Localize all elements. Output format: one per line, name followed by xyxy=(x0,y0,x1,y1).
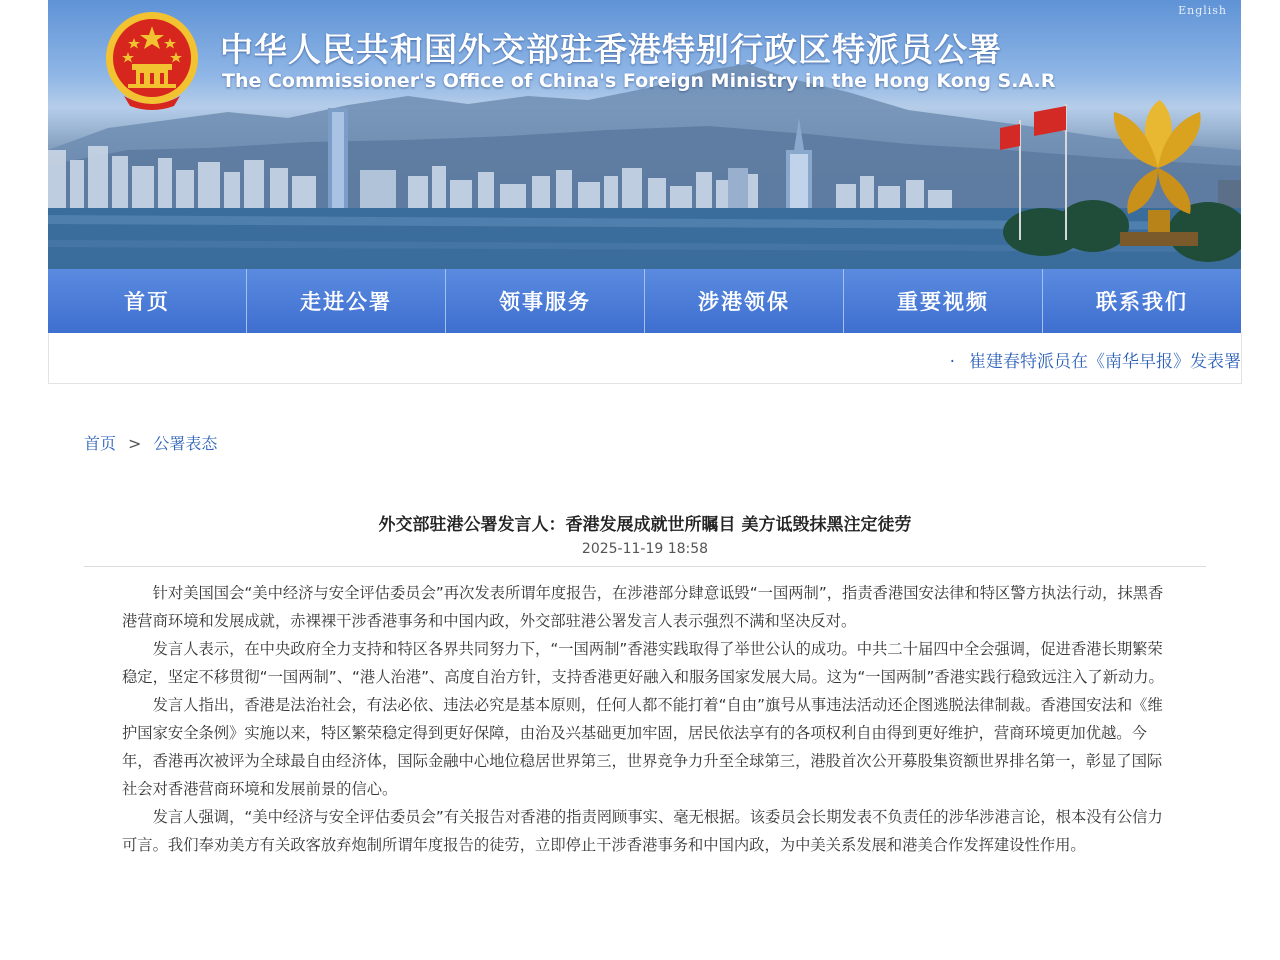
national-emblem-icon xyxy=(104,8,200,112)
nav-item-consular[interactable]: 领事服务 xyxy=(446,269,645,333)
header-banner xyxy=(48,0,1241,269)
article-paragraph: 针对美国国会“美中经济与安全评估委员会”再次发表所谓年度报告，在涉港部分肆意诋毁“一国两制”，指责香港国安法律和特区警方执法行动，抹黑香港营商环境和发展成就，赤裸裸干涉香港事务和中国内政，外交部驻港公署发言人表示强烈不满和坚决反对。 xyxy=(122,584,1164,630)
nav-item-videos[interactable]: 重要视频 xyxy=(844,269,1043,333)
nav-item-about[interactable]: 走进公署 xyxy=(247,269,446,333)
article-paragraph: 发言人指出，香港是法治社会，有法必依、违法必究是基本原则，任何人都不能打着“自由”旗号从事违法活动还企图逃脱法律制裁。香港国安法和《维护国家安全条例》实施以来，特区繁荣稳定得到更好保障，由治及兴基础更加牢固，居民依法享有的各项权利自由得到更好维护，营商环境更加优越。今年，香港再次被评为全球最自由经济体，国际金融中心地位稳居世界第三，世界竞争力升至全球第三，港股首次公开募股集资额世界排名第一，彰显了国际社会对香港营商环境和发展前景的信心。 xyxy=(122,696,1163,798)
nav-item-contact[interactable]: 联系我们 xyxy=(1096,290,1188,314)
breadcrumb-separator: > xyxy=(128,434,142,453)
article-body xyxy=(122,579,1170,859)
article-paragraph: 发言人表示，在中央政府全力支持和特区各界共同努力下，“一国两制”香港实践取得了举世公认的成功。中共二十届四中全会强调，促进香港长期繁荣稳定，坚定不移贯彻“一国两制”、“港人治港”、高度自治方针，支持香港更好融入和服务国家发展大局。这为“一国两制”香港实践行稳致远注入了新动力。 xyxy=(122,640,1164,686)
news-ticker xyxy=(48,333,1242,384)
article-title: 外交部驻港公署发言人：香港发展成就世所瞩目 美方诋毁抹黑注定徒劳 xyxy=(378,515,912,535)
ticker-bullet: · xyxy=(949,352,955,372)
nav-item-protection[interactable]: 涉港领保 xyxy=(645,269,844,333)
main-nav xyxy=(48,269,1241,333)
ticker-link[interactable] xyxy=(950,347,1241,372)
breadcrumb-current[interactable]: 公署表态 xyxy=(153,434,218,453)
english-link[interactable]: English xyxy=(1178,4,1227,17)
nav-item-home[interactable]: 首页 xyxy=(48,269,247,333)
site-title-en: The Commissioner's Office of China's Foreign Ministry in the Hong Kong S.A.R xyxy=(222,70,1056,92)
breadcrumb xyxy=(84,431,217,454)
divider xyxy=(84,566,1206,567)
article-paragraph: 发言人强调，“美中经济与安全评估委员会”有关报告对香港的指责罔顾事实、毫无根据。该委员会长期发表不负责任的涉华涉港言论，根本没有公信力可言。我们奉劝美方有关政客放弃炮制所谓年度报告的徒劳，立即停止干涉香港事务和中国内政，为中美关系发展和港美合作发挥建设性作用。 xyxy=(122,808,1163,854)
article-date: 2025-11-19 18:58 xyxy=(581,541,709,557)
ticker-headline[interactable]: 崔建春特派员在《南华早报》发表署 xyxy=(969,352,1241,372)
site-title-zh: 中华人民共和国外交部驻香港特别行政区特派员公署 xyxy=(220,30,1002,69)
breadcrumb-home[interactable]: 首页 xyxy=(84,434,117,453)
